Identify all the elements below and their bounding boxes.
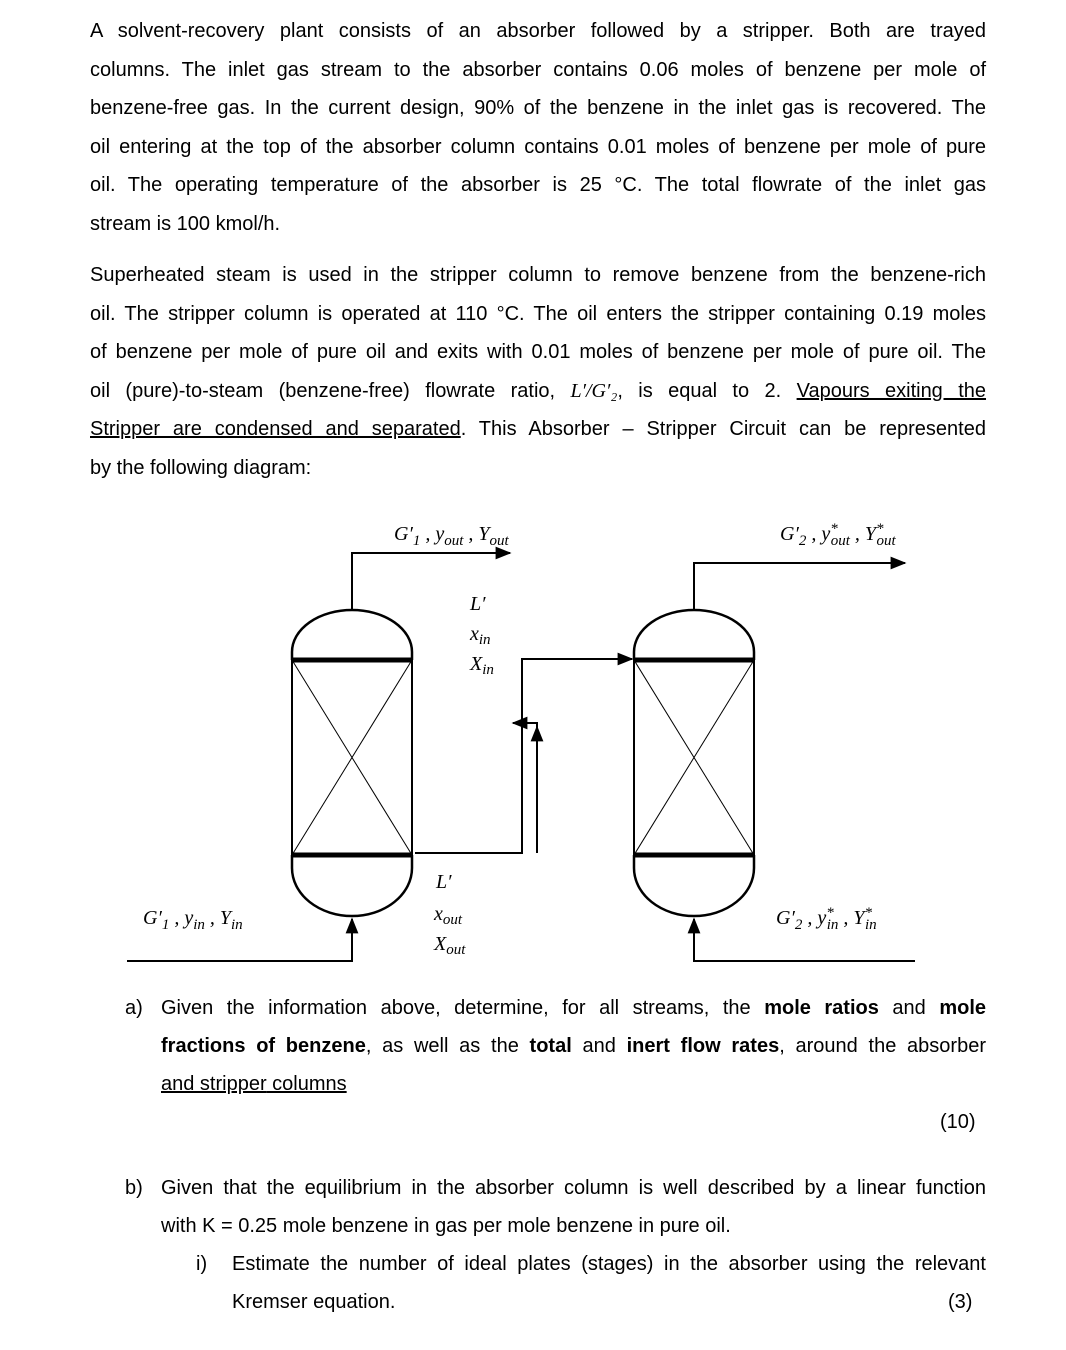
qa-bold: inert flow rates: [626, 1035, 780, 1057]
question-a-line2: [161, 1027, 986, 1065]
p1-line: oil entering at the top of the absorber column contains 0.01 moles of benzene per mole of pure: [90, 135, 986, 158]
question-a: [125, 989, 986, 1103]
question-a-marks: (10): [940, 1111, 976, 1133]
question-b-i-marks: (3): [948, 1291, 973, 1313]
question-b-i: [196, 1245, 986, 1321]
qa-bold: fractions of benzene: [161, 1035, 366, 1057]
ratio-symbol: L′/G′₂: [570, 379, 618, 402]
absorber-top-gas-line: [352, 553, 510, 610]
question-b-i-label: i): [196, 1253, 208, 1275]
question-a-line1: [161, 989, 986, 1027]
p1-line: benzene-free gas. In the current design, 90% of the benzene in the inlet gas is recovered. The: [90, 97, 986, 119]
qa-text: and: [878, 997, 940, 1019]
p2-line: Superheated steam is used in the stripper column to remove benzene from the benzene-rich: [90, 264, 986, 286]
oil-recycle-line: [513, 723, 537, 853]
qa-underlined: and stripper: [161, 1073, 267, 1095]
stripper-column: [634, 610, 754, 916]
absorber-bottom-gas-label: $G'_1$ , $y_{in}$ , $Y_{in}$: [143, 907, 243, 933]
oil-in-L-label: L′: [470, 593, 486, 615]
p2-line4-underlined: Vapours exiting the: [796, 379, 987, 402]
question-b: [125, 1169, 986, 1245]
stripper-bottom-gas-label: $G'_2$ , y* in , Y* in: [776, 905, 877, 933]
oil-out-L-label: L′: [436, 871, 452, 893]
p1-line: oil. The operating temperature of the absorber is 25 °C. The total flowrate of the inlet gas: [90, 174, 986, 196]
absorber-column: [292, 610, 412, 916]
p2-line4-mid: , is equal to 2.: [617, 379, 797, 402]
oil-out-x-label: $x_{out}$: [434, 903, 463, 928]
p1-line: columns. The inlet gas stream to the absorber contains 0.06 moles of benzene per mole of: [90, 58, 986, 81]
p2-line5-rest: . This Absorber – Stripper Circuit can be represented: [460, 418, 986, 440]
qa-text: columns: [266, 1073, 347, 1095]
qa-text: Given the information above, determine, for all streams, the: [161, 997, 765, 1019]
question-b-line1: Given that the equilibrium in the absorber column is well described by a linear function: [161, 1177, 986, 1199]
stripper-top-gas-line: [694, 563, 905, 610]
absorber-top-gas-label: $G'_1$ , $y_{out}$ , $Y_{out}$: [394, 523, 509, 549]
p2-line: of benzene per mole of pure oil and exits with 0.01 moles of benzene per mole of pure oil. The: [90, 341, 986, 363]
oil-in-X-label: $X_{in}$: [470, 653, 494, 678]
qa-text: and: [571, 1035, 627, 1057]
oil-in-x-label: $x_{in}$: [470, 623, 491, 648]
question-a-label: a): [125, 997, 143, 1019]
p2-line4-pre: oil (pure)-to-steam (benzene-free) flowrate ratio,: [90, 379, 571, 402]
stripper-top-gas-label: $G'_2$ , y* out , Y* out: [780, 521, 896, 549]
question-b-i-line1: Estimate the number of ideal plates (stages) in the absorber using the relevant: [232, 1253, 986, 1275]
p1-line: stream is 100 kmol/h.: [90, 212, 281, 235]
qa-text: , around the absorber: [779, 1035, 986, 1057]
p2-line-6: by the following diagram:: [90, 456, 312, 479]
question-a-line3: [161, 1065, 986, 1103]
question-b-i-line2: Kremser equation.: [232, 1291, 396, 1313]
question-b-label: b): [125, 1177, 143, 1199]
p1-line: A solvent-recovery plant consists of an absorber followed by a stripper. Both are trayed: [90, 20, 986, 42]
p2-line5-underlined: Stripper are condensed and separated: [90, 418, 461, 440]
qa-bold: mole ratios: [764, 997, 879, 1019]
question-b-line2: with K = 0.25 mole benzene in gas per mole benzene in pure oil.: [161, 1215, 731, 1237]
qa-bold: mole: [939, 997, 987, 1019]
qa-bold: total: [529, 1035, 572, 1057]
p2-line: oil. The stripper column is operated at 110 °C. The oil enters the stripper containing 0.19 moles: [90, 302, 986, 325]
qa-text: , as well as the: [365, 1035, 530, 1057]
rich-oil-line: [415, 659, 632, 853]
oil-out-X-label: $X_{out}$: [434, 933, 466, 958]
